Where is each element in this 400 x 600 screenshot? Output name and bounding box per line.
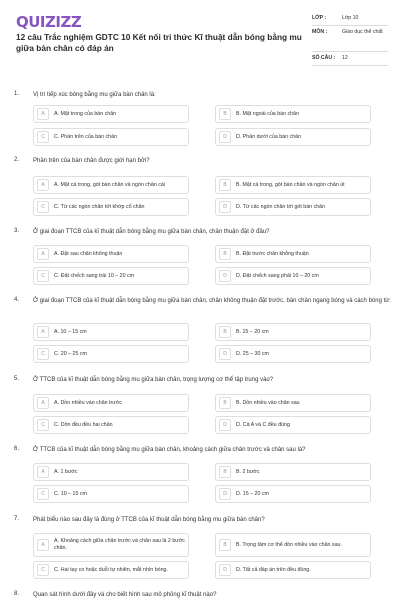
option-text: C. Hai tay co hoặc duỗi tự nhiên, mắt nhìn bóng. [54,566,168,573]
answer-option[interactable] [215,485,371,503]
option-text: C. Phần trên của bàn chân [54,133,118,140]
option-letter: A [37,108,49,120]
option-letter: B [219,179,231,191]
answer-option[interactable] [215,345,371,363]
answer-option[interactable] [215,198,371,216]
option-letter: B [219,248,231,260]
question-text: Ở TTCB của kĩ thuật dẫn bóng bằng mu giữa bàn chân, trọng lượng cơ thể tập trung vào? [33,377,274,383]
option-text: D. Cả A và C đều đúng [236,421,290,428]
option-text: B. Trọng tâm cơ thể dồn nhiều vào chân sau. [236,541,342,548]
option-letter: B [219,397,231,409]
option-letter: D [219,270,231,282]
option-letter: B [219,326,231,338]
meta-row-question-count [312,52,388,66]
question-text: Ở giai đoạn TTCB của kĩ thuật dẫn bóng bằng mu giữa bàn chân, chân không thuận đặt trước, bàn chân ngang bóng và cách bóng từ: [33,298,391,304]
option-letter: D [219,201,231,213]
meta-label: LỚP : [312,15,327,21]
option-letter: C [37,201,49,213]
meta-value: Lớp 10 [342,15,359,21]
option-letter: D [219,488,231,500]
answer-option[interactable] [33,105,189,123]
question-number: 4. [14,297,20,303]
option-text: A. 1 bước [54,468,78,475]
option-text: D. Từ các ngón chân tới gót bàn chân [236,203,326,210]
option-text: A. Khoảng cách giữa chân trước và chân sau là 2 bước chân. [54,538,185,551]
option-letter: C [37,270,49,282]
option-letter: A [37,539,49,551]
option-letter: B [219,539,231,551]
option-text: B. Mặt ngoài của bàn chân [236,110,300,117]
option-text: A. Mặt trong của bàn chân [54,110,117,117]
option-letter: A [37,179,49,191]
option-text: B. Dồn nhiều vào chân sau [236,399,300,406]
answer-option[interactable] [33,485,189,503]
answer-option[interactable] [33,561,189,579]
option-text: D. 15 – 20 cm [236,490,269,497]
answer-option[interactable] [33,345,189,363]
option-text: D. Phần dưới của bàn chân [236,133,302,140]
option-text: B. Đặt trước chân không thuận [236,250,309,257]
answer-option[interactable] [33,394,189,412]
option-letter: A [37,326,49,338]
answer-option[interactable] [215,416,371,434]
question-text: Ở giai đoạn TTCB của kĩ thuật dẫn bóng bằng mu giữa bàn chân, chân thuận đặt ở đâu? [33,229,270,235]
meta-value: Giáo dục thể chất [342,29,383,35]
option-letter: C [37,419,49,431]
option-letter: D [219,131,231,143]
option-text: A. 10 – 15 cm [54,328,87,335]
question-number: 2. [14,157,20,163]
option-text: C. 10 – 15 cm [54,490,87,497]
answer-option[interactable] [33,176,189,194]
question-text: Quan sát hình dưới đây và cho biết hình sau mô phỏng kĩ thuật nào? [33,592,217,598]
option-letter: A [37,466,49,478]
meta-label: MÔN : [312,29,328,35]
option-letter: C [37,488,49,500]
answer-option[interactable] [215,463,371,481]
answer-option[interactable] [33,198,189,216]
option-letter: A [37,248,49,260]
quizizz-logo: QUIZIZZ [16,13,82,31]
answer-option[interactable] [215,561,371,579]
option-letter: C [37,348,49,360]
option-letter: B [219,466,231,478]
answer-option[interactable] [215,176,371,194]
question-text: Ở TTCB của kĩ thuật dẫn bóng bằng mu giữa bàn chân, khoảng cách giữa chân trước và chân sau là? [33,447,306,453]
answer-option[interactable] [215,128,371,146]
option-text: D. Đặt chếch sang phải 10 – 20 cm [236,272,319,279]
answer-option[interactable] [33,128,189,146]
answer-option[interactable] [33,323,189,341]
option-text: D. Tất cả đáp án trên đều đúng. [236,566,311,573]
question-number: 8. [14,591,20,597]
option-text: C. Đặt chếch sang trái 10 – 20 cm [54,272,135,279]
answer-option[interactable] [215,105,371,123]
question-text: Vị trí tiếp xúc bóng bằng mu giữa bàn chân là: [33,92,156,98]
answer-option[interactable] [33,245,189,263]
answer-option[interactable] [33,533,189,557]
question-text: Phát biểu nào sau đây là đúng ở TTCB của kĩ thuật dẫn bóng bằng mu giữa bàn chân? [33,517,265,523]
answer-option[interactable] [215,533,371,557]
option-text: B. Mặt cá trong, gót bàn chân và ngón chân út [236,181,345,188]
question-number: 7. [14,516,20,522]
answer-option[interactable] [215,245,371,263]
option-text: C. Dồn đều đều hai chân [54,421,113,428]
meta-value: 12 [342,55,348,61]
question-number: 6. [14,446,20,452]
option-text: C. 20 – 25 cm [54,350,87,357]
question-number: 3. [14,228,20,234]
option-letter: D [219,419,231,431]
option-letter: D [219,348,231,360]
option-text: A. Dồn nhiều vào chân trước [54,399,122,406]
option-text: D. 25 – 30 cm [236,350,269,357]
answer-option[interactable] [33,267,189,285]
option-letter: C [37,564,49,576]
question-number: 5. [14,376,20,382]
option-text: A. Đặt sau chân không thuận [54,250,123,257]
option-letter: B [219,108,231,120]
worksheet-header [0,0,400,80]
option-letter: D [219,564,231,576]
question-number: 1. [14,91,20,97]
answer-option[interactable] [215,323,371,341]
option-letter: A [37,397,49,409]
meta-row-class [312,12,388,26]
meta-table [312,12,388,66]
answer-option[interactable] [215,267,371,285]
meta-row-subject [312,26,388,52]
option-text: B. 15 – 20 cm [236,328,269,335]
meta-label: SỐ CÂU : [312,55,336,61]
option-letter: C [37,131,49,143]
option-text: B. 2 bước [236,468,260,475]
option-text: A. Mặt cá trong, gót bàn chân và ngón chân cái [54,181,166,188]
answer-option[interactable] [33,463,189,481]
option-text: C. Từ các ngón chân tới khớp cổ chân [54,203,145,210]
question-text: Phần trên của bàn chân được giới hạn bởi? [33,158,150,164]
answer-option[interactable] [33,416,189,434]
page-title: 12 câu Trắc nghiệm GDTC 10 Kết nối tri thức Kĩ thuật dẫn bóng bằng mu giữa bàn chân có đáp án [16,32,302,53]
answer-option[interactable] [215,394,371,412]
